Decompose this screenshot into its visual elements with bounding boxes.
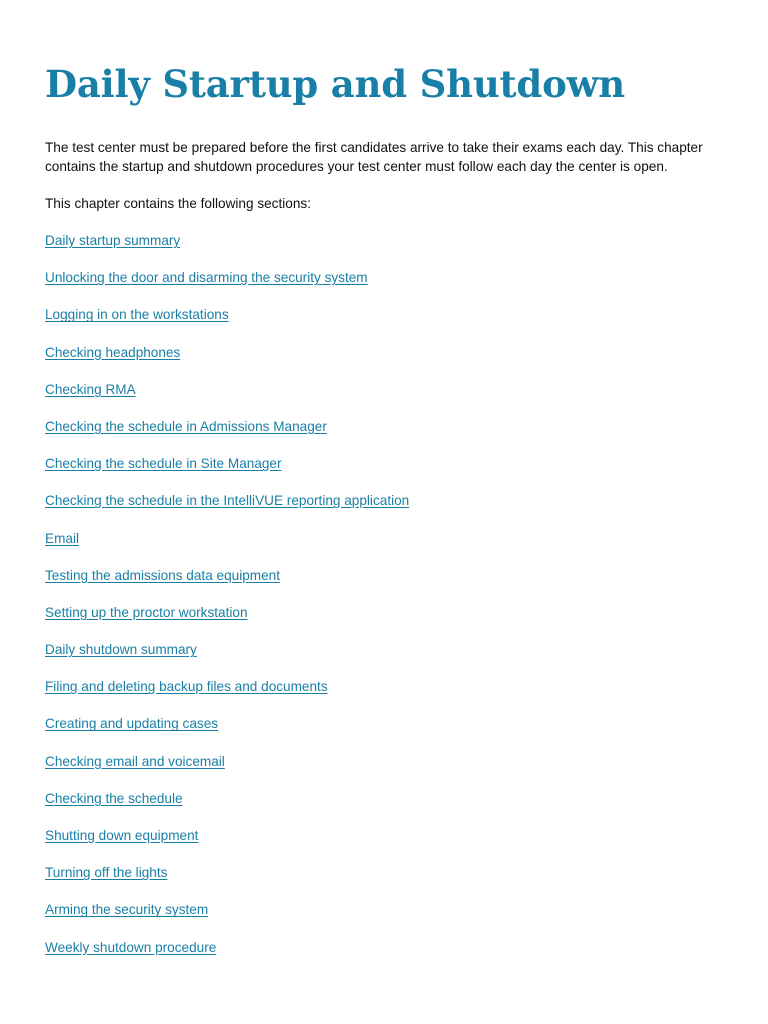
list-item <box>45 417 409 454</box>
section-link-checking-schedule[interactable]: Checking the schedule <box>45 790 183 806</box>
list-item <box>45 640 409 677</box>
list-item <box>45 603 409 640</box>
list-item <box>45 900 409 937</box>
list-item <box>45 826 409 863</box>
section-link-daily-shutdown-summary[interactable]: Daily shutdown summary <box>45 642 197 658</box>
section-link-unlocking-door[interactable]: Unlocking the door and disarming the security system <box>45 270 368 286</box>
section-link-schedule-admissions-manager[interactable]: Checking the schedule in Admissions Manager <box>45 418 327 434</box>
section-link-turning-off-lights[interactable]: Turning off the lights <box>45 865 168 881</box>
list-item <box>45 491 409 528</box>
list-item <box>45 789 409 826</box>
list-item <box>45 231 409 268</box>
list-item <box>45 343 409 380</box>
section-link-checking-headphones[interactable]: Checking headphones <box>45 344 181 360</box>
section-link-email[interactable]: Email <box>45 530 79 546</box>
section-link-testing-admissions-equipment[interactable]: Testing the admissions data equipment <box>45 567 281 583</box>
section-link-weekly-shutdown[interactable]: Weekly shutdown procedure <box>45 939 217 955</box>
sections-lead-text: This chapter contains the following sections: <box>45 196 311 211</box>
list-item <box>45 752 409 789</box>
list-item <box>45 714 409 751</box>
section-link-daily-startup-summary[interactable]: Daily startup summary <box>45 233 181 248</box>
section-link-proctor-workstation[interactable]: Setting up the proctor workstation <box>45 604 248 620</box>
list-item <box>45 566 409 603</box>
section-link-schedule-site-manager[interactable]: Checking the schedule in Site Manager <box>45 456 282 472</box>
section-link-shutting-down-equipment[interactable]: Shutting down equipment <box>45 828 199 843</box>
list-item <box>45 380 409 417</box>
section-link-checking-rma[interactable]: Checking RMA <box>45 381 136 397</box>
list-item <box>45 268 409 305</box>
list-item <box>45 529 409 566</box>
intro-paragraph: The test center must be prepared before the first candidates arrive to take their exams each day. This chapter contains the startup and shutdown procedures your test center must follow each day the center is open. <box>45 140 703 174</box>
list-item <box>45 677 409 714</box>
page-title: Daily Startup and Shutdown <box>45 62 625 106</box>
section-link-creating-cases[interactable]: Creating and updating cases <box>45 716 219 732</box>
list-item <box>45 305 409 342</box>
section-link-schedule-intellivue[interactable]: Checking the schedule in the IntelliVUE reporting application <box>45 493 410 509</box>
list-item <box>45 454 409 491</box>
section-link-filing-backup-files[interactable]: Filing and deleting backup files and documents <box>45 679 328 695</box>
section-link-arming-security[interactable]: Arming the security system <box>45 902 209 918</box>
section-link-checking-email-voicemail[interactable]: Checking email and voicemail <box>45 753 225 769</box>
list-item <box>45 863 409 900</box>
section-link-list <box>45 231 409 975</box>
list-item <box>45 938 409 975</box>
section-link-logging-in[interactable]: Logging in on the workstations <box>45 307 229 323</box>
